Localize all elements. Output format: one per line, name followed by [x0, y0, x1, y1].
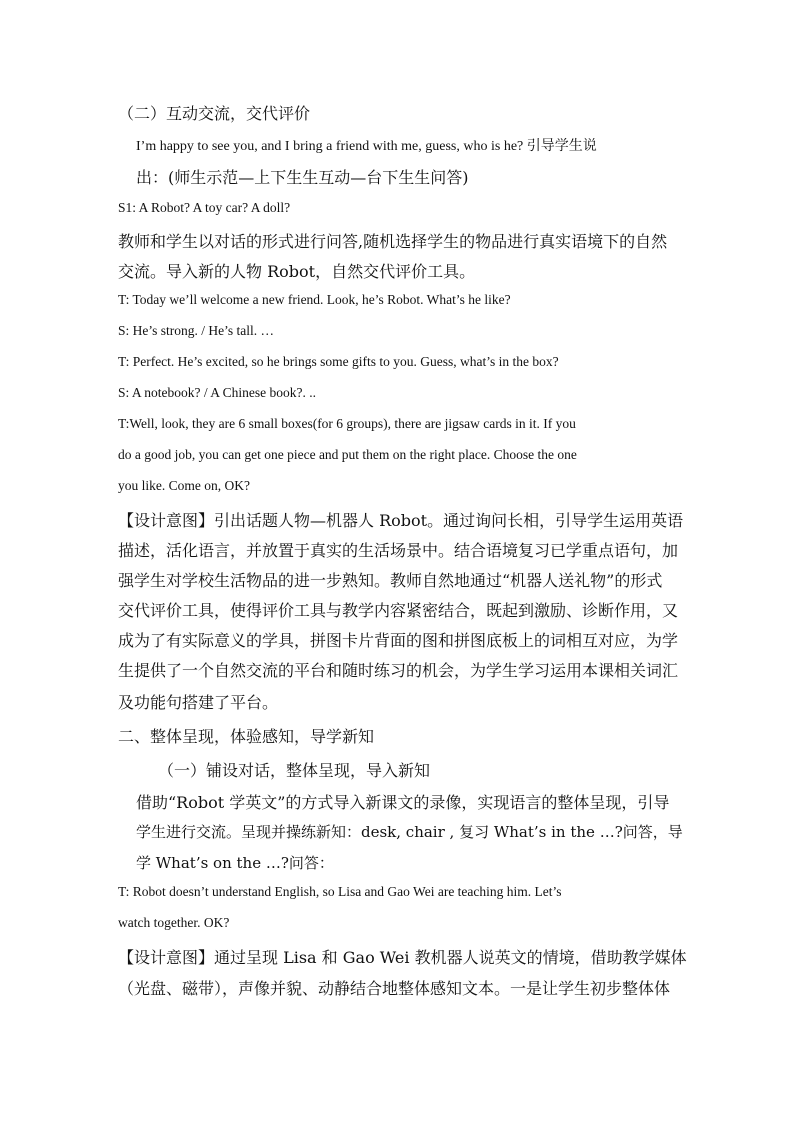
dialogue-teacher: T: Today we’ll welcome a new friend. Look, he’s Robot. What’s he like? [118, 292, 511, 307]
section-heading-overall-presentation: 二、整体呈现，体验感知，导学新知 [118, 727, 375, 746]
paragraph-line: 教师和学生以对话的形式进行问答,随机选择学生的物品进行真实语境下的自然 [118, 232, 668, 251]
student-answer-s1: S1: A Robot? A toy car? A doll? [118, 200, 291, 215]
design-intent-paragraph: 生提供了一个自然交流的平台和随时练习的机会，为学生学习运用本课相关词汇 [118, 661, 679, 680]
teacher-intro-line: I’m happy to see you, and I bring a friend with me, guess, who is he? 引导学生说 [136, 139, 597, 154]
dialogue-student: S: A notebook? / A Chinese book?. .. [118, 385, 316, 400]
design-intent-paragraph: 描述，活化语言，并放置于真实的生活场景中。结合语境复习已学重点语句，加 [118, 541, 679, 560]
dialogue-student: S: He’s strong. / He’s tall. … [118, 323, 274, 338]
paragraph-line: 学 What’s on the …?问答： [136, 854, 334, 872]
dialogue-teacher-cont: watch together. OK? [118, 915, 230, 930]
design-intent-paragraph: 【设计意图】引出话题人物—机器人 Robot。通过询问长相，引导学生运用英语 [118, 511, 684, 530]
dialogue-teacher-cont: you like. Come on, OK? [118, 478, 250, 493]
design-intent-paragraph: 强学生对学校生活物品的进一步熟知。教师自然地通过“机器人送礼物”的形式 [118, 571, 663, 590]
paragraph-line: 交流。导入新的人物 Robot，自然交代评价工具。 [118, 262, 476, 281]
design-intent-paragraph: （光盘、磁带），声像并貌、动静结合地整体感知文本。一是让学生初步整体体 [118, 979, 671, 998]
dialogue-teacher: T:Well, look, they are 6 small boxes(for 6 groups), there are jigsaw cards in it. If you [118, 416, 576, 431]
dialogue-teacher: T: Perfect. He’s excited, so he brings some gifts to you. Guess, what’s in the box? [118, 354, 559, 369]
design-intent-paragraph: 【设计意图】通过呈现 Lisa 和 Gao Wei 教机器人说英文的情境，借助教学媒体 [118, 948, 687, 967]
section-heading-interactive-exchange: （二）互动交流，交代评价 [118, 104, 311, 123]
design-intent-paragraph: 成为了有实际意义的学具，拼图卡片背面的图和拼图底板上的词相互对应，为学 [118, 631, 679, 650]
dialogue-teacher-cont: do a good job, you can get one piece and put them on the right place. Choose the one [118, 447, 577, 462]
guidance-note: 出：(师生示范—上下生生互动—台下生生问答) [136, 168, 469, 187]
dialogue-teacher: T: Robot doesn’t understand English, so Lisa and Gao Wei are teaching him. Let’s [118, 884, 562, 899]
design-intent-paragraph: 交代评价工具，使得评价工具与教学内容紧密结合，既起到激励、诊断作用，又 [118, 601, 679, 620]
paragraph-line: 借助“Robot 学英文”的方式导入新课文的录像，实现语言的整体呈现，引导 [136, 793, 670, 812]
paragraph-line: 学生进行交流。呈现并操练新知：desk, chair , 复习 What’s in the …?问答，导 [136, 823, 683, 841]
design-intent-paragraph: 及功能句搭建了平台。 [118, 693, 279, 712]
subsection-heading-dialogue: （一）铺设对话，整体呈现，导入新知 [158, 761, 431, 780]
